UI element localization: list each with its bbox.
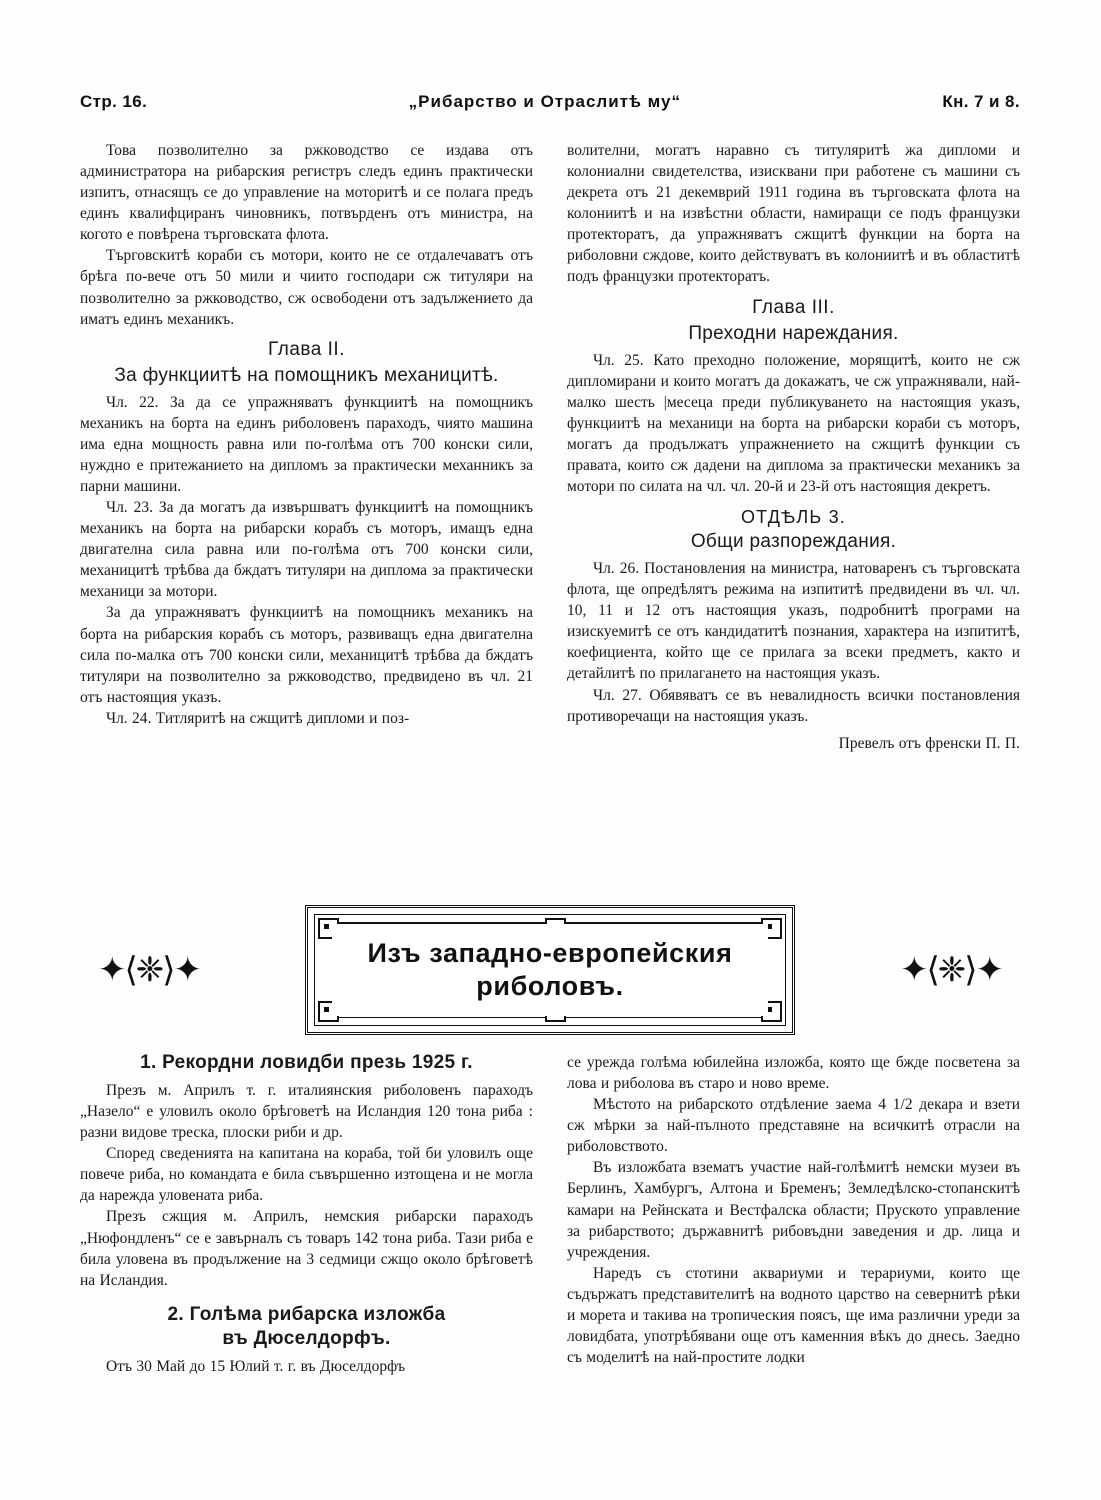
paragraph: Чл. 25. Като преходно положение, морящитѣ, които не сж дипломирани и които могатъ да докажатъ, че сж упражнявали, най-малко шесть |месеца преди публикуването на настоящия указъ, функциитѣ на механици на борта на рибарски кораби съ моторъ, могатъ да продължатъ упражнението на сжщитѣ функции съ правата, които сж дадени на диплома за практически механикъ за мотори по силата на чл. чл. 20-й и 23-й отъ настоящия декретъ. [567,351,1020,496]
chapter-heading: Глава II. [268,338,345,360]
section-subheading: Общи разпореждания. [690,531,897,553]
paragraph: Чл. 22. За да се упражняватъ функциитѣ на помощникъ механикъ на борта на единъ риболовенъ параходъ, чиято машина има една мощность равна или по-голѣма отъ 700 конски сили, нуждно е притежанието на дипломъ за практически механникъ за парни машини. [80,393,533,496]
banner-title-line2: риболовъ. [476,971,624,1001]
page-number-left: Стр. 16. [80,92,148,111]
ornament-left-icon: ✦⟨❈⟩✦ [98,950,200,990]
paragraph: Отъ 30 Май до 15 Юлий т. г. въ Дюселдорфъ [106,1358,406,1376]
paragraph: Това позволително за ржководство се издава отъ администратора на рибарския регистръ следъ единъ практически изпитъ, отнасящъ се до управление на моторитѣ и се полага предъ единъ квалифциранъ чиновникъ, потвърденъ отъ министра, на когото е повѣрена търговската флота. [80,142,533,244]
chapter-subheading: За функциитѣ на помощникъ механицитѣ. [114,364,499,386]
column-right [567,140,1020,754]
running-head [80,92,1020,112]
column-left [80,140,533,754]
paragraph: Чл. 27. Обявяватъ се въ невалидность всички постановления противоречащи на настоящия указъ. [567,686,1020,725]
paragraph: волителни, могатъ наравно съ титуляритѣ жа дипломи и колониални свидетелства, изисквани при работене съ машини съ декрета отъ 21 декемврий 1911 година въ търговската флота на колониитѣ и на извѣстни области, намиращи се подъ французки протекторатъ, да упражняватъ сжщитѣ функции на борта на риболовни сждове, които действуватъ въ колониитѣ и въ областитѣ подъ французки протекторатъ. [567,142,1020,286]
journal-title: „Рибарство и Отраслитѣ му“ [408,92,681,111]
chapter-heading: Глава III. [752,296,835,318]
issue-number-right: Кн. 7 и 8. [942,92,1020,111]
lower-column-right [567,1052,1020,1377]
section-heading: ОТДѢЛЬ 3. [740,507,847,528]
paragraph: Презъ сжщия м. Априлъ, немския рибарски параходъ „Нюфондленъ“ се е завърналъ съ товаръ 142 тона риба. Тази риба е била уловена въ продължение на 3 седмици сжщо около брѣговетѣ на Исландия. [80,1208,533,1289]
paragraph: Според сведенията на капитана на кораба, той би уловилъ още повече риба, но командата е била съвършенно изтощена и не могла да нарежда уловената риба. [80,1145,533,1205]
ornament-right-icon: ✦⟨❈⟩✦ [900,950,1002,990]
paragraph: Търговскитѣ кораби съ мотори, които не се отдалечаватъ отъ брѣга по-вече отъ 50 мили и чиито господари сж титуляри на позволително за ржководство, сж освободени отъ задължението да иматъ единъ механикъ. [80,247,533,328]
banner-frame [305,905,795,1035]
article-heading-2-line1: 2. Голѣма рибарска изложба [167,1303,446,1325]
banner-title-line1: Изъ западно-европейския [367,938,733,969]
lower-column-left [80,1052,533,1377]
lower-columns [80,1052,1020,1377]
paragraph: Чл. 23. За да могатъ да извършватъ функциитѣ на помощникъ механикъ на борта на рибарски корабъ съ моторъ, имащъ една двигателна сила равна или по-голѣма отъ 700 конски сили, механицитѣ трѣбва да бждатъ титуляри на диплома за практически механици за мотори. [80,499,533,601]
article-heading-2-line2: въ Дюселдорфъ. [222,1327,391,1349]
chapter-subheading: Преходни нареждания. [688,322,899,344]
paragraph: Презъ м. Априлъ т. г. италиянския риболовенъ параходъ „Назело“ е уловилъ около брѣговетѣ на Исландия 120 тона риба : разни видове треска, плоски риби и др. [80,1082,533,1142]
section-banner [80,905,1020,1037]
paragraph: Чл. 26. Постановления на министра, натоваренъ съ търговската флота, ще опредѣлятъ режима на изпититѣ предвидени въ чл. чл. 10, 11 и 12 отъ настоящия указъ, подробнитѣ програми на изискуемитѣ се отъ кандидатитѣ познания, характера на изпититѣ, коефициента, който ще се прилага за всеки предметъ, както и детайлитѣ по прилагането на настоящия указъ. [567,560,1020,683]
paragraph: Чл. 24. Титляритѣ на сжщитѣ дипломи и поз- [106,709,410,727]
paragraph: За да упражняватъ функциитѣ на помощникъ механикъ на борта на рибарския корабъ съ моторъ, развиващъ една двигателна сила по-малка отъ 700 конски сили, механицитѣ трѣбва да бждатъ титуляри на позволително за ржководство, предвидено въ чл. 21 отъ настоящия указъ. [80,604,533,706]
paragraph: Наредъ съ стотини аквариуми и терариуми, които ще съдържатъ представителитѣ на водното царство на севернитѣ рѣки и морета и такива на тропическия поясъ, ще има различни уреди за ловидбата, употрѣбявани още отъ каменния вѣкъ до днесь. Заедно съ моделитѣ на най-простите лодки [567,1264,1020,1367]
paragraph: Мѣстото на рибарското отдѣление заема 4 1/2 декара и взети сж мѣрки за най-пълното представяне на всичкитѣ отрасли на риболовството. [567,1096,1020,1156]
banner-text-block [332,924,768,1016]
translator-signature: Превелъ отъ френски П. П. [838,734,1020,752]
upper-columns [80,140,1020,754]
article-heading-1: 1. Рекордни ловидби презь 1925 г. [140,1052,473,1073]
paragraph: се урежда голѣма юбилейна изложба, която ще бжде посветена за лова и риболова въ старо и ново време. [567,1054,1020,1093]
paragraph: Въ изложбата взематъ участие най-голѣмитѣ немски музеи въ Берлинъ, Хамбургъ, Алтона и Бременъ; Земледѣлско-стопанскитѣ камари на Рейнската и Вестфалска области; Пруското управление за рибарството; държавнитѣ рибовъдни заведения и др. лица и учреждения. [567,1159,1020,1261]
article-heading-2 [80,1303,533,1351]
